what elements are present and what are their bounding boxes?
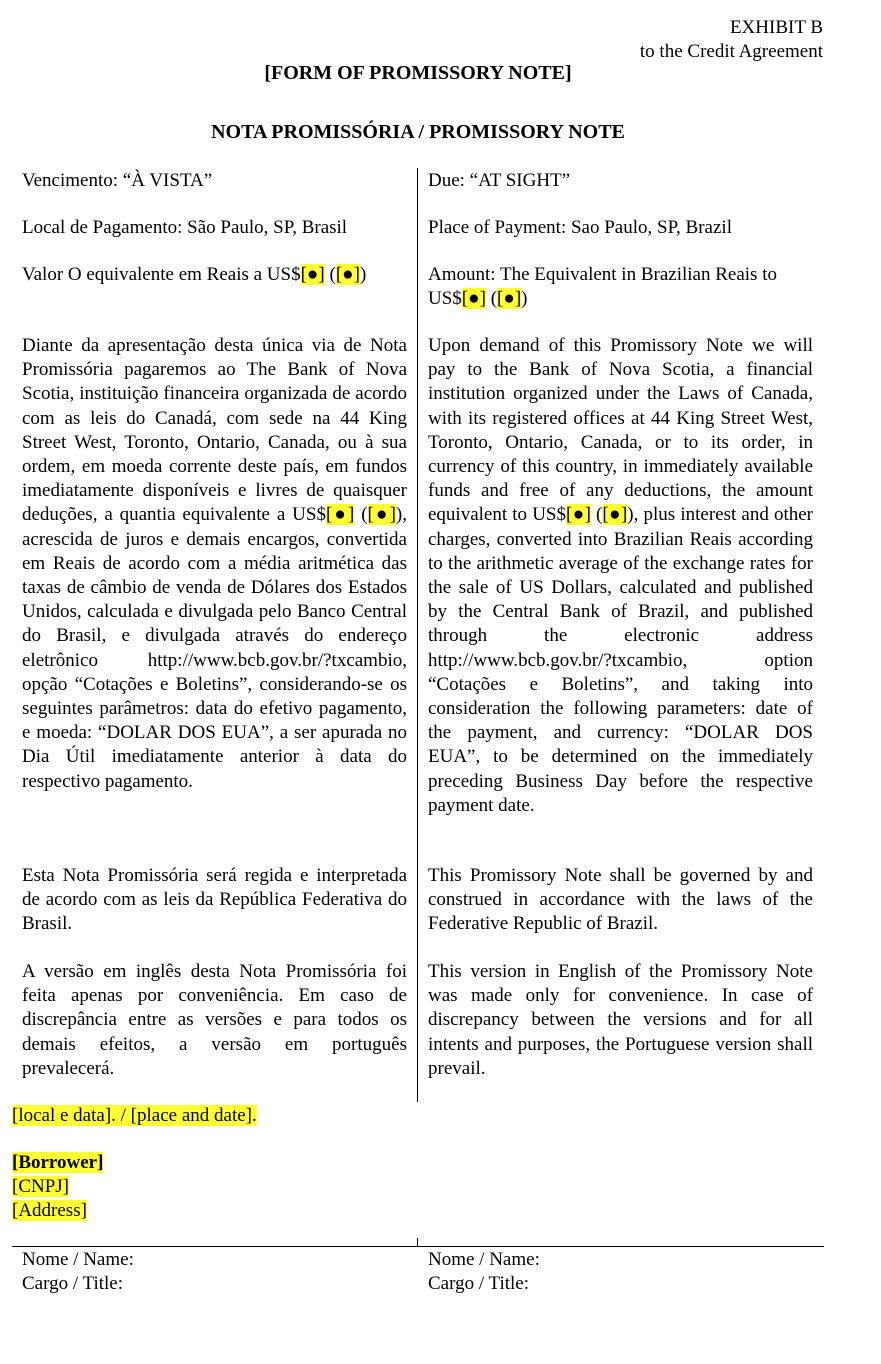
right-body-part1: Upon demand of this Promissory Note we will pay to the Bank of Nova Scotia, a financial institution organized under the Laws of Canada, with its registered offices at 44 King Street West, Toronto, Ontario, Canada, or to its order, in currency of this country, in immediately available funds and free of any deductions, the amount equivalent to US$: [428, 335, 813, 526]
left-body-part1: Diante da apresentação desta única via de Nota Promissória pagaremos ao The Bank of Nova Scotia, instituição financeira organizada de acordo com as leis do Canadá, com sede na 44 King Street West, Toronto, Ontario, Canada, ou à sua ordem, em moeda corrente deste país, em fundos imediatamente disponíveis e livres de quaisquer deduções, a quantia equivalente a US$: [22, 335, 407, 526]
right-amount-end: ): [521, 288, 528, 310]
sig-right-name: Nome / Name:: [428, 1249, 540, 1270]
column-divider: [417, 168, 418, 1102]
sig-right-title: Cargo / Title:: [428, 1273, 530, 1294]
borrower-cnpj: [CNPJ]: [12, 1176, 70, 1197]
exhibit-label: EXHIBIT B: [729, 17, 823, 38]
amount-placeholder: [●]: [461, 288, 486, 310]
left-governing-law: Esta Nota Promissória será regida e interpretada de acordo com as leis da República Federativa do Brasil.: [22, 865, 407, 935]
agreement-label: to the Credit Agreement: [639, 41, 823, 62]
left-amount-prefix: Valor O equivalente em Reais a US$: [22, 264, 301, 285]
amount-placeholder-words: [●]: [335, 264, 360, 285]
left-body-part2: ), acrescida de juros e demais encargos, convertida em Reais de acordo com a média aritmética das taxas de câmbio de venda de Dólares dos Estados Unidos, calculada e divulgada pelo Banco Central do Brasil, e divulgada através do endereço eletrônico http://www.bcb.gov.br/?txcambio, opção “Cotações e Boletins”, considerando-se os seguintes parâmetros: data do efetivo pagamento, e moeda: “DOLAR DOS EUA”, a ser apurada no Dia Útil imediatamente anterior à data do respectivo pagamento.: [22, 504, 407, 792]
note-title: NOTA PROMISSÓRIA / PROMISSORY NOTE: [211, 121, 625, 143]
right-due: Due: “AT SIGHT”: [428, 170, 571, 191]
left-amount: [22, 263, 407, 287]
signature-divider: [417, 1238, 418, 1247]
amount-placeholder: [●]: [300, 264, 325, 285]
body-placeholder-words: [●]: [367, 504, 396, 526]
place-date: [12, 1104, 257, 1128]
borrower-name: [Borrower]: [12, 1152, 104, 1173]
amount-placeholder-words: [●]: [497, 288, 522, 310]
sig-left-name: Nome / Name:: [22, 1249, 134, 1270]
right-body-mid: (: [590, 504, 603, 526]
signature-line: [12, 1246, 824, 1247]
left-amount-end: ): [359, 264, 367, 285]
body-placeholder: [●]: [325, 504, 355, 526]
right-amount-prefix: Amount: The Equivalent in Brazilian Reais to US$: [428, 264, 777, 310]
left-amount-mid: (: [324, 264, 336, 285]
right-body-part2: ), plus interest and other charges, converted into Brazilian Reais according to the arithmetic average of the exchange rates for the sale of US Dollars, calculated and published by the Central Bank of Brazil, and published through the electronic address http://www.bcb.gov.br/?txcambio, option “Cotações e Boletins”, and taking into consideration the following parameters: date of the payment, and currency: “DOLAR DOS EUA”, to be determined on the immediately preceding Business Day before the respective payment date.: [428, 504, 813, 816]
borrower-address: [Address]: [12, 1200, 87, 1221]
left-body: [22, 334, 407, 794]
right-governing-law: This Promissory Note shall be governed by and construed in accordance with the laws of the Federative Republic of Brazil.: [428, 865, 813, 935]
left-due: Vencimento: “À VISTA”: [22, 170, 213, 191]
right-amount-mid: (: [485, 288, 498, 310]
body-placeholder-words: [●]: [602, 504, 628, 526]
borrower-block: [12, 1151, 103, 1223]
body-placeholder: [●]: [565, 504, 591, 526]
right-body: [428, 334, 813, 818]
right-amount: [428, 263, 813, 311]
left-version-clause: A versão em inglês desta Nota Promissória foi feita apenas por conveniência. Em caso de discrepância entre as versões e para todos os demais efeitos, a versão em português prevalecerá.: [22, 961, 407, 1079]
place-date-text: [local e data]. / [place and date].: [12, 1105, 257, 1126]
signature-right: [428, 1248, 540, 1296]
sig-left-title: Cargo / Title:: [22, 1273, 124, 1294]
right-version-clause: This version in English of the Promissory Note was made only for convenience. In case of discrepancy between the versions and for all intents and purposes, the Portuguese version shall prevail.: [428, 961, 813, 1079]
left-place: Local de Pagamento: São Paulo, SP, Brasil: [22, 217, 348, 238]
left-body-mid: (: [354, 504, 368, 526]
signature-left: [22, 1248, 134, 1296]
form-title: [FORM OF PROMISSORY NOTE]: [264, 62, 572, 84]
right-place: Place of Payment: Sao Paulo, SP, Brazil: [428, 217, 732, 238]
